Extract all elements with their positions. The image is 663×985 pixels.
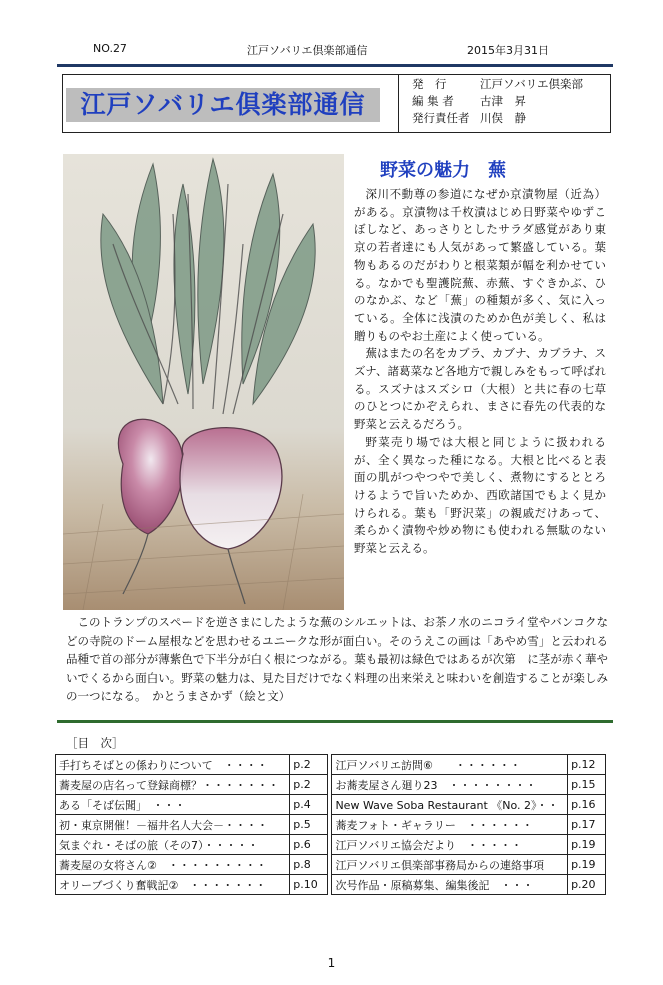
credit-publisher: 発 行 江戸ソバリエ倶楽部 <box>412 77 584 91</box>
toc-title[interactable]: 次号作品・原稿募集、編集後記 ・・・ <box>332 875 568 895</box>
toc-title[interactable]: お蕎麦屋さん廻り23 ・・・・・・・・ <box>332 775 568 795</box>
article-body-wide <box>66 613 608 706</box>
toc-title[interactable]: 手打ちそばとの係わりについて ・・・・ <box>56 755 290 775</box>
toc-title[interactable]: オリーブづくり奮戦記② ・・・・・・・ <box>56 875 290 895</box>
toc-title[interactable]: ある「そば伝聞」 ・・・ <box>56 795 290 815</box>
table-row <box>56 795 606 815</box>
toc-title[interactable]: 江戸ソバリエ倶楽部事務局からの連絡事項 <box>332 855 568 875</box>
credit-editor: 編 集 者 古津 昇 <box>412 94 526 108</box>
newsletter-name: 江戸ソバリエ倶楽部通信 <box>247 44 368 57</box>
toc-title[interactable]: 蕎麦フォト・ギャラリー ・・・・・・ <box>332 815 568 835</box>
toc-title[interactable]: 初・東京開催！－福井名人大会－・・・・ <box>56 815 290 835</box>
page-number: 1 <box>327 956 336 970</box>
toc-page: p.19 <box>568 835 606 855</box>
masthead-credits <box>412 76 583 127</box>
turnip-watercolor-image <box>63 154 344 610</box>
toc-title[interactable]: 江戸ソバリエ訪問⑥ ・・・・・・ <box>332 755 568 775</box>
toc-page: p.15 <box>568 775 606 795</box>
table-row <box>56 815 606 835</box>
article-paragraph: 深川不動尊の参道になぜか京漬物屋（近為）がある。京漬物は千枚漬はじめ日野菜やゆずこぼしなど、あっさりとしたサラダ感覚があり東京の若者達にも人気があって繁盛している。葉物もあるのだがわりと根菜類が幅を利かせている。なかでも聖護院蕪、赤蕪、すぐきかぶ、ひのなかぶ、など「蕪」の種類が多く、気に入っている。全体に浅漬のためか色が美しく、私は贈りものやお土産によく使っている。 <box>354 187 606 343</box>
issue-date: 2015年3月31日 <box>467 44 549 57</box>
toc-page: p.6 <box>290 835 328 855</box>
toc-title[interactable]: New Wave Soba Restaurant 《No. 2》・・ <box>332 795 568 815</box>
toc-page: p.16 <box>568 795 606 815</box>
table-row <box>56 835 606 855</box>
toc-page: p.19 <box>568 855 606 875</box>
toc-page: p.10 <box>290 875 328 895</box>
turnip-illustration <box>63 154 344 610</box>
table-of-contents <box>55 754 606 895</box>
article-closing-paragraph: このトランプのスペードを逆さまにしたような蕪のシルエットは、お茶ノ水のニコライ堂やバンコクなどの寺院のドーム屋根などを思わせるユニークな形が面白い。そのうえこの画は「あやめ雪」と云われる品種で首の部分が薄紫色で下半分が白く根につながる。葉も最初は緑色ではあるが次第 に茎が赤く華やいでくるから面白い。野菜の魅力は、見た目だけでなく料理の出来栄えと味わいを創造することが楽しみの一つになる。 かとうまさかず（絵と文） <box>66 615 608 703</box>
toc-title[interactable]: 江戸ソバリエ協会だより ・・・・・ <box>332 835 568 855</box>
toc-title[interactable]: 蕎麦屋の女将さん② ・・・・・・・・・ <box>56 855 290 875</box>
toc-page: p.5 <box>290 815 328 835</box>
toc-page: p.17 <box>568 815 606 835</box>
table-row <box>56 855 606 875</box>
toc-title[interactable]: 気まぐれ・そばの旅（その7）・・・・・ <box>56 835 290 855</box>
table-row <box>56 755 606 775</box>
article-title: 野菜の魅力 蕪 <box>380 160 506 181</box>
toc-page: p.12 <box>568 755 606 775</box>
toc-page: p.20 <box>568 875 606 895</box>
toc-page: p.2 <box>290 755 328 775</box>
masthead-divider <box>398 74 399 132</box>
credit-responsible: 発行責任者 川俣 静 <box>412 111 526 125</box>
toc-page: p.4 <box>290 795 328 815</box>
toc-page: p.8 <box>290 855 328 875</box>
toc-title[interactable]: 蕎麦屋の店名って登録商標？・・・・・・・ <box>56 775 290 795</box>
toc-label: ［目 次］ <box>66 736 124 750</box>
toc-page: p.2 <box>290 775 328 795</box>
table-row <box>56 875 606 895</box>
article-paragraph: 野菜売り場では大根と同じように扱われるが、全く異なった種になる。大根と比べると表面の肌がつやつやで美しく、煮物にするととろけるようで旨いためか、西欧諸国でもよく見かけられる。葉も「野沢菜」の親戚だけあって、柔らかく漬物や炒め物にも使われる無駄のない野菜と云える。 <box>354 434 606 556</box>
table-row <box>56 775 606 795</box>
header-rule <box>57 64 613 67</box>
running-header <box>0 42 663 58</box>
section-rule <box>57 720 613 723</box>
issue-number: NO.27 <box>93 42 127 55</box>
masthead-title: 江戸ソバリエ倶楽部通信 <box>66 88 380 122</box>
article-body-column <box>354 186 606 558</box>
article-paragraph: 蕪はまたの名をカブラ、カブナ、カブラナ、スズナ、諸葛菜など各地方で親しみをもって呼ばれる。スズナはスズシロ（大根）と共に春の七草のひとつにかぞえられ、まさに春先の代表的な野菜と云えるだろう。 <box>354 346 606 432</box>
